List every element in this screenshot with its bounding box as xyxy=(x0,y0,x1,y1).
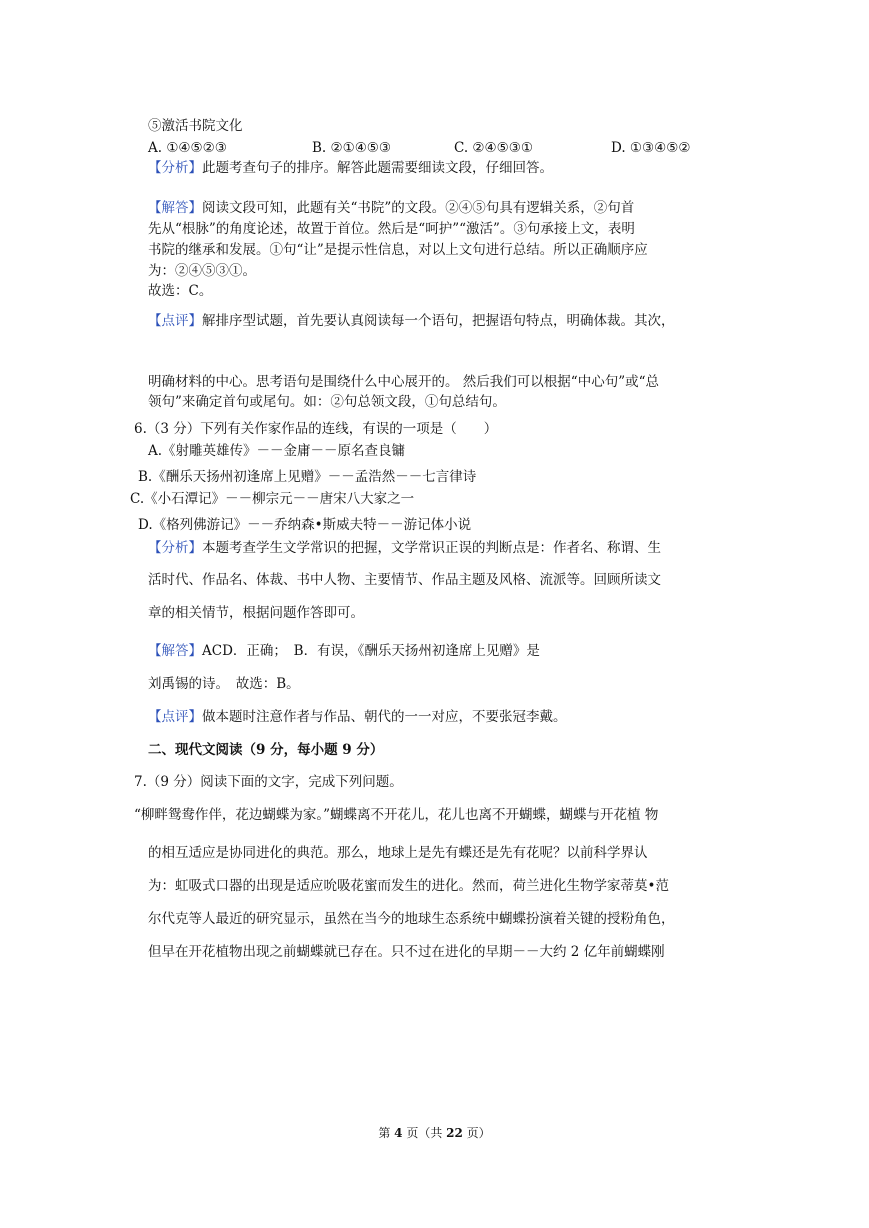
q5-comment-text: 解排序型试题，首先要认真阅读每一个语句，把握语句特点，明确体裁。其次， xyxy=(202,313,675,329)
q5-choice-c: C. ②④⑤③① xyxy=(454,140,533,156)
q5-comment-line3: 领句”来确定首句或尾句。如：②句总领文段，①句总结句。 xyxy=(148,394,506,410)
q6-analysis-line2: 活时代、作品名、体裁、书中人物、主要情节、作品主题及风格、流派等。回顾所读文 xyxy=(148,572,661,588)
section-heading: 二、现代文阅读（9 分，每小题 9 分） xyxy=(148,742,384,758)
q7-passage-line2: 的相互适应是协同进化的典范。那么，地球上是先有蝶还是先有花呢？以前科学界认 xyxy=(148,845,648,861)
analysis-tag: 【分析】 xyxy=(148,540,202,556)
q5-analysis xyxy=(148,158,553,178)
footer-prefix: 第 xyxy=(378,1126,395,1140)
solution-tag: 【解答】 xyxy=(148,200,202,216)
q5-choice-d: D. ①③④⑤② xyxy=(611,140,691,156)
comment-tag: 【点评】 xyxy=(148,709,202,725)
solution-tag: 【解答】 xyxy=(148,643,202,659)
q5-analysis-text: 此题考查句子的排序。解答此题需要细读文段，仔细回答。 xyxy=(202,160,553,176)
q5-solution-text: 阅读文段可知，此题有关“书院”的文段。②④⑤句具有逻辑关系，②句首 xyxy=(202,200,635,216)
q5-choice-a: A. ①④⑤②③ xyxy=(148,140,227,156)
page-total: 22 xyxy=(446,1126,463,1140)
q7-stem: 7.（9 分）阅读下面的文字，完成下列问题。 xyxy=(134,774,403,790)
comment-tag: 【点评】 xyxy=(148,313,202,329)
q5-solution-line3: 书院的继承和发展。①句“让”是提示性信息，对以上文句进行总结。所以正确顺序应 xyxy=(148,242,648,258)
page-number: 4 xyxy=(394,1126,403,1140)
q6-option-a: A.《射雕英雄传》－－金庸－－原名查良镛 xyxy=(148,443,406,459)
q5-choice-b: B. ②①④⑤③ xyxy=(312,140,392,156)
q6-solution-line1 xyxy=(148,641,540,661)
q6-analysis-line3: 章的相关情节，根据问题作答即可。 xyxy=(148,605,364,621)
q7-passage-line4: 尔代克等人最近的研究显示，虽然在当今的地球生态系统中蝴蝶扮演着关键的授粉角色， xyxy=(148,911,675,927)
q7-passage-line1: “柳畔鸳鸯作伴，花边蝴蝶为家。”蝴蝶离不开花儿，花儿也离不开蝴蝶，蝴蝶与开花植 物 xyxy=(134,807,659,823)
q5-solution-line4: 为：②④⑤③①。 xyxy=(148,263,256,279)
q6-comment xyxy=(148,707,567,727)
q6-stem: 6.（3 分）下列有关作家作品的连线，有误的一项是（ ） xyxy=(134,421,498,437)
footer-middle: 页（共 xyxy=(402,1126,447,1140)
page-footer xyxy=(0,1124,869,1141)
q6-analysis-text: 本题考查学生文学常识的把握，文学常识正误的判断点是：作者名、称谓、生 xyxy=(202,540,661,556)
q7-passage-line5: 但早在开花植物出现之前蝴蝶就已存在。只不过在进化的早期－－大约 2 亿年前蝴蝶刚 xyxy=(148,944,665,960)
q5-answer: 故选：C。 xyxy=(148,283,213,299)
footer-suffix: 页） xyxy=(462,1126,491,1140)
q5-option-item5: ⑤激活书院文化 xyxy=(148,118,243,134)
q6-analysis-line1 xyxy=(148,538,661,558)
q5-comment-line1 xyxy=(148,311,675,331)
q5-solution-line2: 先从“根脉”的角度论述，故置于首位。然后是“呵护”“激活”。③句承接上文，表明 xyxy=(148,221,635,237)
q6-comment-text: 做本题时注意作者与作品、朝代的一一对应，不要张冠李戴。 xyxy=(202,709,567,725)
q5-solution-line1 xyxy=(148,198,634,218)
q6-solution-text: ACD．正确； B．有误，《酬乐天扬州初逢席上见赠》是 xyxy=(202,643,540,659)
q6-solution-line2: 刘禹锡的诗。 故选：B。 xyxy=(148,676,300,692)
q6-option-c: C.《小石潭记》－－柳宗元－－唐宋八大家之一 xyxy=(130,491,415,507)
q6-option-b: B.《酬乐天扬州初逢席上见赠》－－孟浩然－－七言律诗 xyxy=(138,469,477,485)
analysis-tag: 【分析】 xyxy=(148,160,202,176)
q7-passage-line3: 为：虹吸式口器的出现是适应吮吸花蜜而发生的进化。然而，荷兰进化生物学家蒂莫•范 xyxy=(148,878,669,894)
q5-comment-line2: 明确材料的中心。思考语句是围绕什么中心展开的。 然后我们可以根据“中心句”或“总 xyxy=(148,374,659,390)
q6-option-d: D.《格列佛游记》－－乔纳森•斯威夫特－－游记体小说 xyxy=(138,517,472,533)
